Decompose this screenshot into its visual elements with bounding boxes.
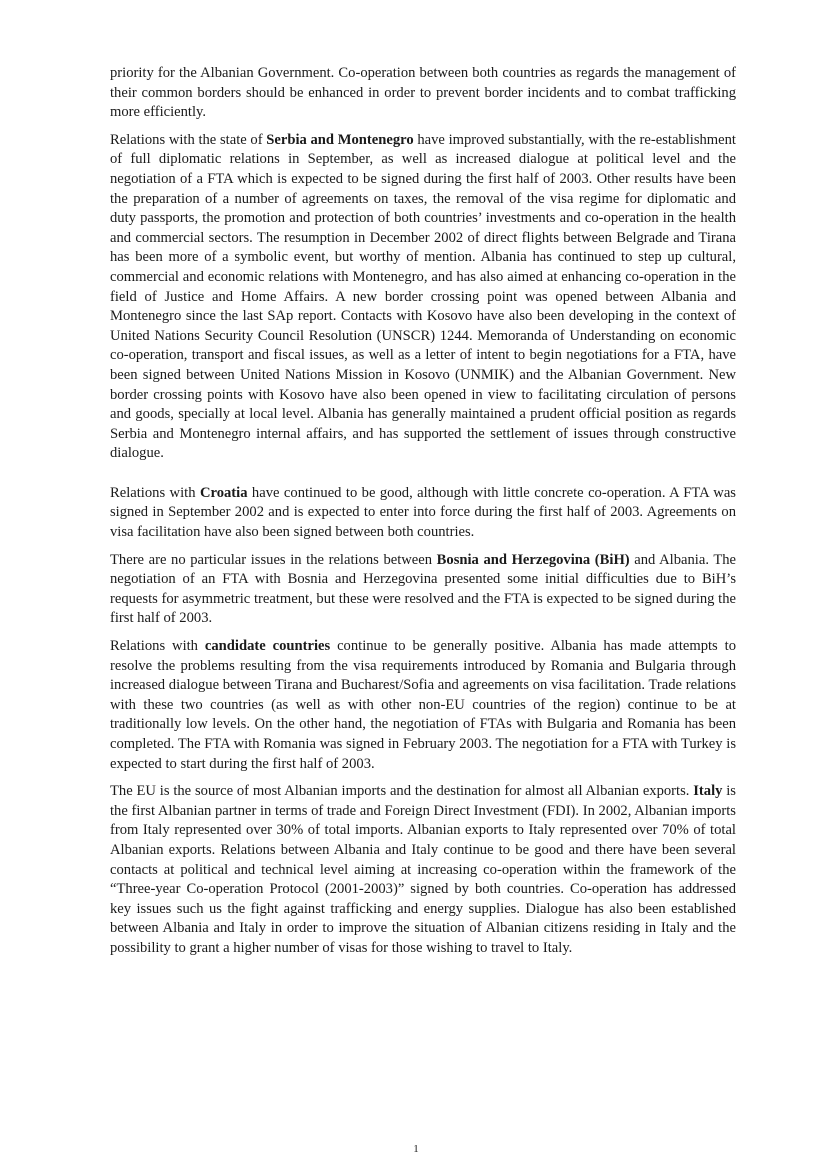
paragraph-text: There are no particular issues in the relations between	[110, 551, 437, 568]
paragraph-candidate-countries	[110, 637, 736, 774]
paragraph-text: have improved substantially, with the re-establishment of full diplomatic relations in September, as well as increased dialogue at political level and the negotiation of a FTA which is expected to be signed during the first half of 2003. Other results have been the preparation of a number of agreements on taxes, the removal of the visa regime for diplomatic and duty passports, the promotion and protection of both countries’ investments and co-operation in the health and commercial sectors. The resumption in December 2002 of direct flights between Belgrade and Tirana has been more of a symbolic event, but worthy of mention. Albania has continued to step up cultural, commercial and economic relations with Montenegro, and has also aimed at enhancing co-operation in the field of Justice and Home Affairs. A new border crossing point was opened between Albania and Montenegro since the last SAp report. Contacts with Kosovo have also been developing in the context of United Nations Security Council Resolution (UNSCR) 1244. Memoranda of Understanding on economic co-operation, transport and fiscal issues, as well as a letter of intent to begin negotiations for a FTA, have been signed between United Nations Mission in Kosovo (UNMIK) and the Albanian Government. New border crossing points with Kosovo have also been opened in view to facilitating circulation of persons and goods, specially at local level. Albania has generally maintained a prudent official position as regards Serbia and Montenegro internal affairs, and has supported the settlement of issues through constructive dialogue.	[110, 131, 736, 462]
paragraph-croatia	[110, 484, 736, 543]
document-body	[110, 64, 736, 967]
paragraph-italy	[110, 782, 736, 958]
paragraph-text: and Albania. The negotiation of an FTA with Bosnia and Herzegovina presented some initial difficulties due to BiH’s requests for asymmetric treatment, but these were resolved and the FTA is expected to be signed during the first half of 2003.	[110, 551, 737, 627]
paragraph-text: Relations with	[110, 638, 205, 655]
country-name-bold: Italy	[693, 783, 723, 800]
country-name-bold: Bosnia and Herzegovina (BiH)	[436, 551, 630, 568]
paragraph-text: continue to be generally positive. Albania has made attempts to resolve the problems resulting from the visa requirements introduced by Romania and Bulgaria through increased dialogue between Tirana and Bucharest/Sofia and agreements on visa facilitation. Trade relations with these two countries (as well as with other non-EU countries of the region) continue to be at traditionally low levels. On the other hand, the negotiation of FTAs with Bulgaria and Romania has been completed. The FTA with Romania was signed in February 2003. The negotiation for a FTA with Turkey is expected to start during the first half of 2003.	[110, 638, 736, 772]
country-name-bold: Croatia	[199, 484, 248, 501]
paragraph-serbia-montenegro	[110, 131, 736, 464]
paragraph-text: priority for the Albanian Government. Co-operation between both countries as regards the management of their common borders should be enhanced in order to prevent border incidents and to combat trafficking more efficiently.	[110, 65, 736, 121]
paragraph-text: Relations with	[110, 484, 200, 501]
paragraph-text: The EU is the source of most Albanian imports and the destination for almost all Albanian exports.	[110, 783, 694, 800]
paragraph-text: Relations with the state of	[110, 131, 267, 148]
paragraph-bosnia-herzegovina	[110, 551, 736, 629]
paragraph-text: have continued to be good, although with little concrete co-operation. A FTA was signed in September 2002 and is expected to enter into force during the first half of 2003. Agreements on visa facilitation have also been signed between both countries.	[110, 484, 736, 541]
paragraph-text: is the first Albanian partner in terms of trade and Foreign Direct Investment (FDI). In 2002, Albanian imports from Italy represented over 30% of total imports. Albanian exports to Italy represented over 70% of total Albanian exports. Relations between Albania and Italy continue to be good and there have been several contacts at political and technical level aiming at increasing co-operation within the framework of the “Three-year Co-operation Protocol (2001-2003)” signed by both countries. Co-operation has addressed key issues such us the fight against trafficking and energy supplies. Dialogue has also been established between Albania and Italy in order to improve the situation of Albanian citizens residing in Italy and the possibility to grant a higher number of visas for those wishing to travel to Italy.	[110, 783, 736, 956]
country-name-bold: Serbia and Montenegro	[266, 131, 414, 148]
country-name-bold: candidate countries	[204, 638, 331, 655]
paragraph-borders	[110, 64, 736, 123]
page-number: 1	[413, 1143, 419, 1155]
